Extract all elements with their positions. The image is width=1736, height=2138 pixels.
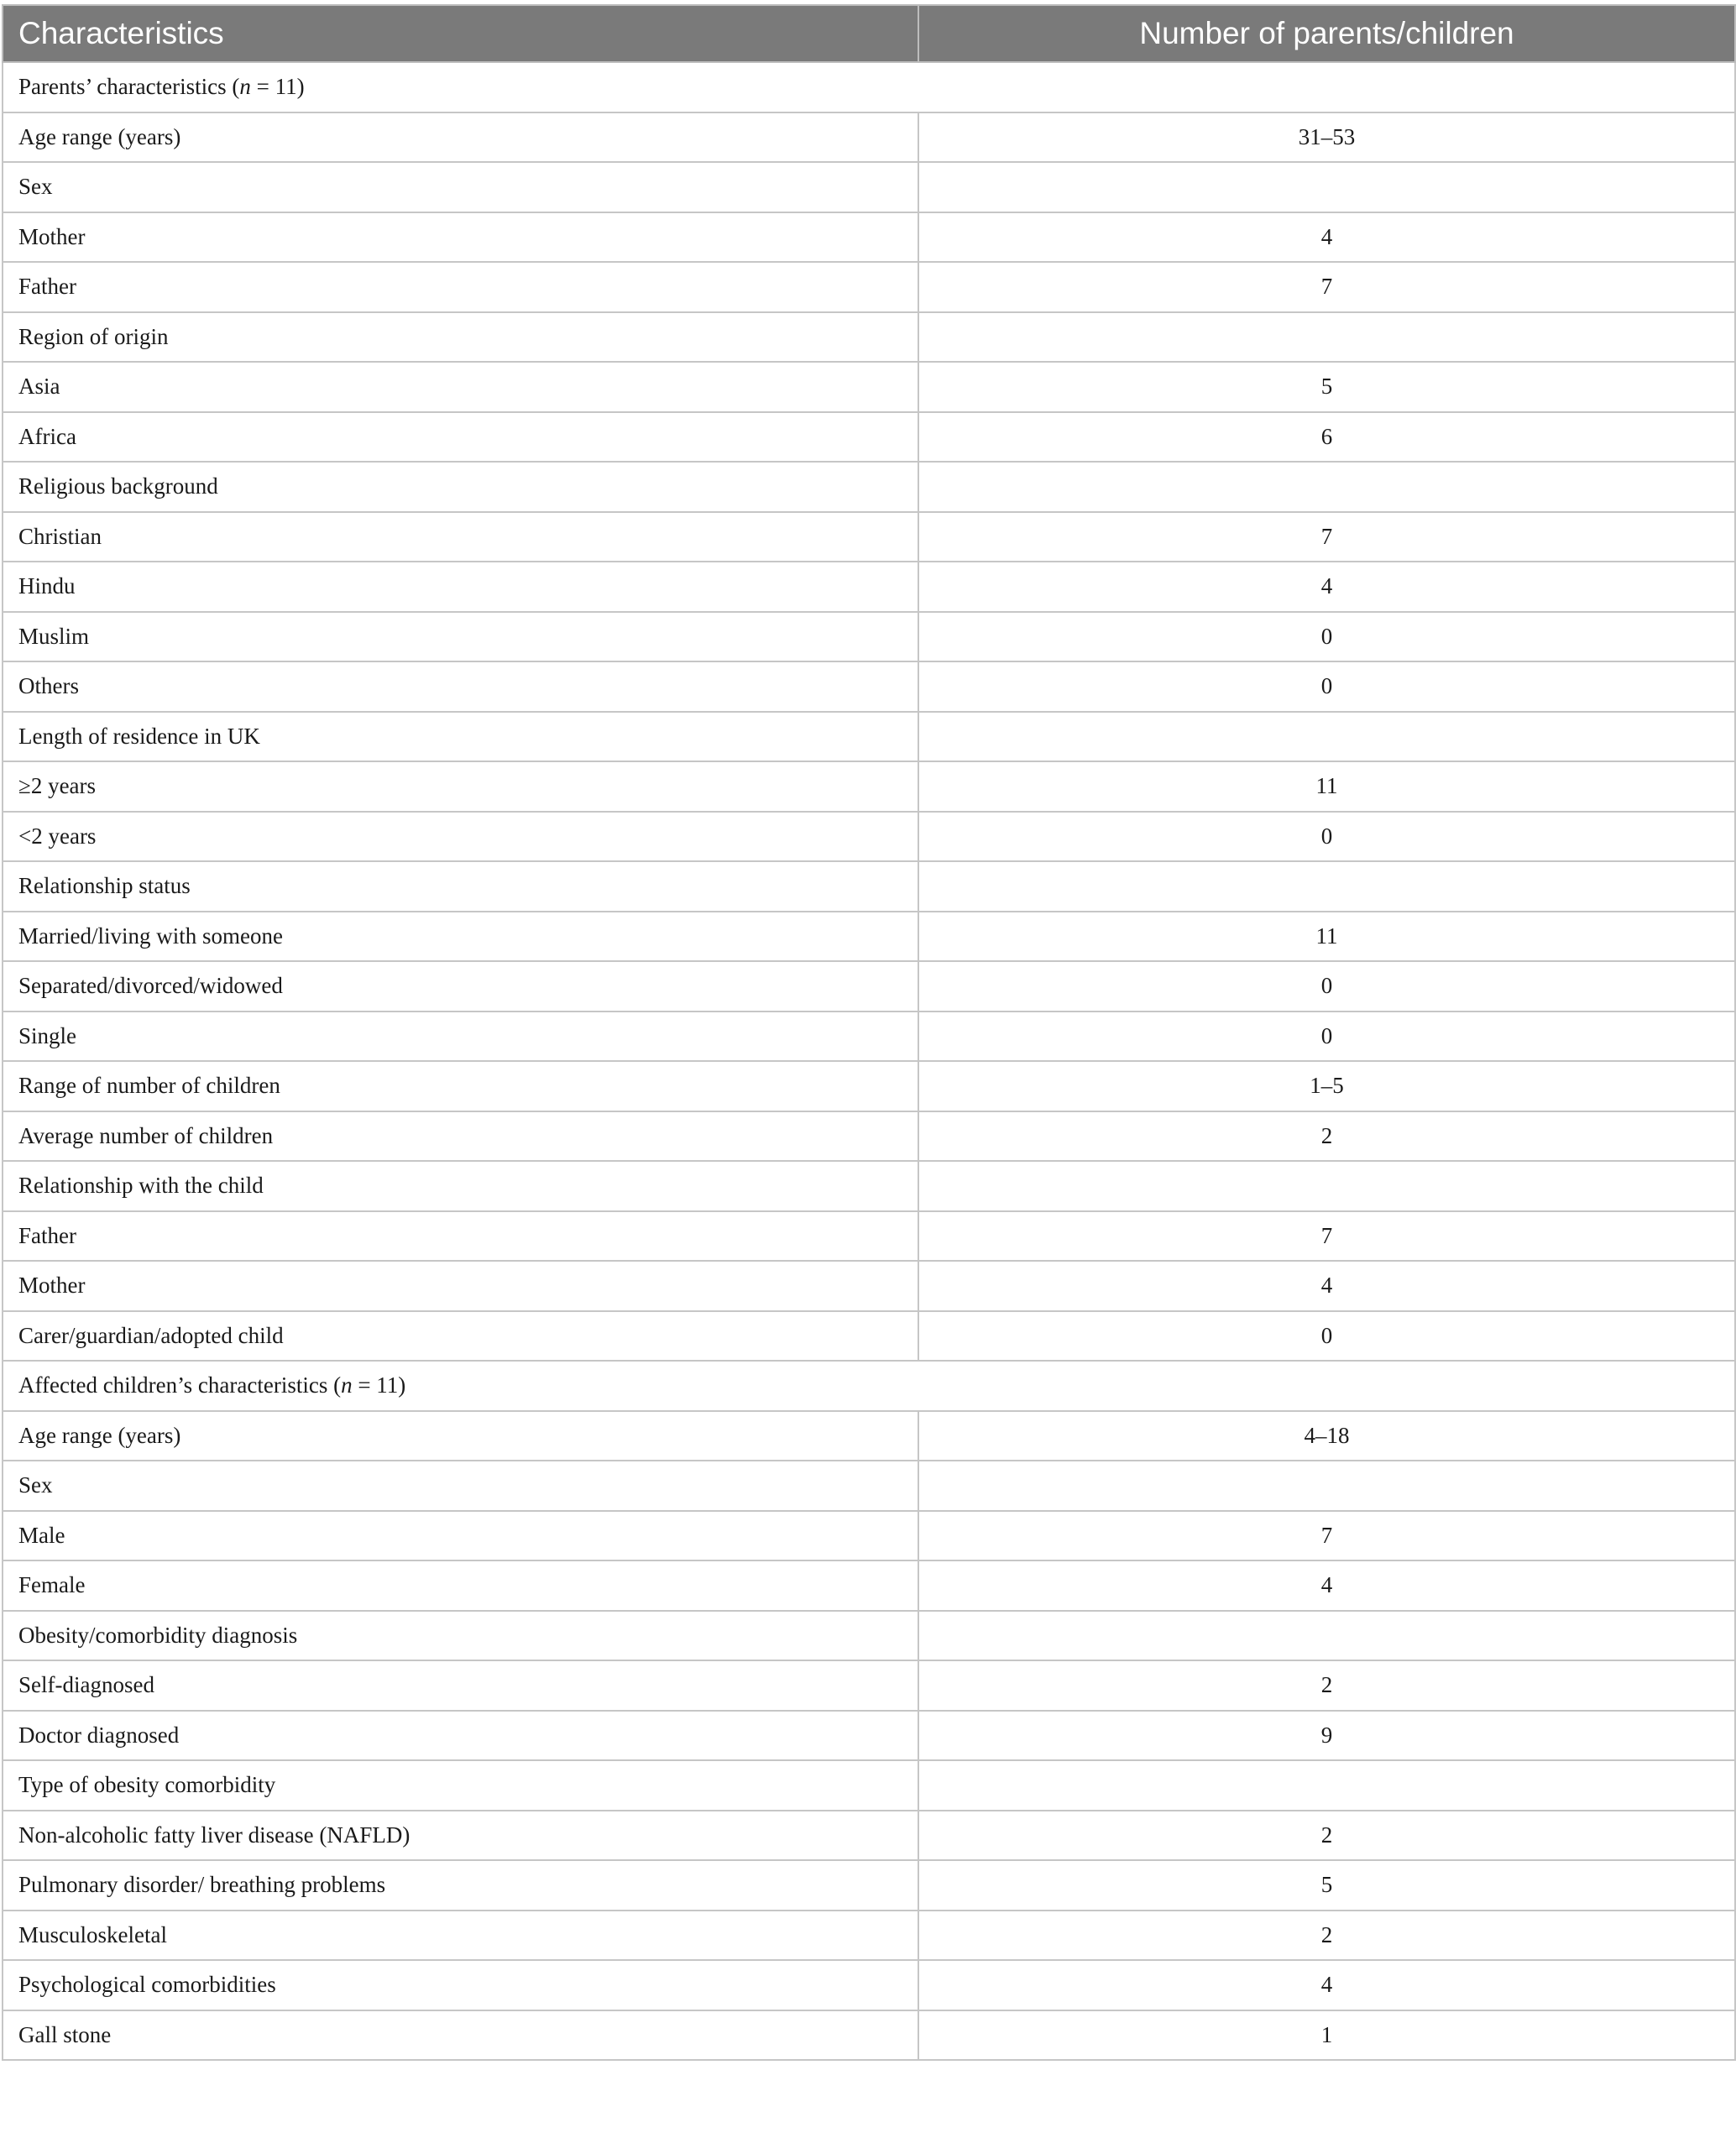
row-value [918, 1461, 1735, 1511]
table-row [3, 1560, 1735, 1611]
row-value: 11 [918, 761, 1735, 812]
row-label: Relationship status [3, 861, 918, 912]
table-row [3, 312, 1735, 363]
row-value [918, 1611, 1735, 1661]
row-label: Separated/divorced/widowed [3, 961, 918, 1011]
row-label: Mother [3, 212, 918, 263]
table-row [3, 961, 1735, 1011]
column-header-number: Number of parents/children [918, 5, 1735, 62]
table-row [3, 1411, 1735, 1461]
row-label: Married/living with someone [3, 912, 918, 962]
table-row [3, 1960, 1735, 2010]
section-row-parents [3, 62, 1735, 112]
table-row [3, 1111, 1735, 1162]
section-title-suffix: = 11) [250, 74, 305, 100]
row-label: ≥2 years [3, 761, 918, 812]
row-label: Self-diagnosed [3, 1660, 918, 1711]
characteristics-table-container [2, 4, 1734, 2061]
row-label: Others [3, 661, 918, 712]
row-value [918, 861, 1735, 912]
row-value: 7 [918, 1511, 1735, 1561]
header-row [3, 5, 1735, 62]
table-row [3, 162, 1735, 212]
row-value: 7 [918, 512, 1735, 562]
row-label: Male [3, 1511, 918, 1561]
table-row [3, 1811, 1735, 1861]
row-value: 1–5 [918, 1061, 1735, 1111]
table-row [3, 1760, 1735, 1811]
row-value: 4 [918, 1261, 1735, 1311]
table-row [3, 512, 1735, 562]
row-value [918, 1161, 1735, 1211]
column-header-characteristics: Characteristics [3, 5, 918, 62]
table-row [3, 1261, 1735, 1311]
row-label: Non-alcoholic fatty liver disease (NAFLD) [3, 1811, 918, 1861]
row-value: 2 [918, 1811, 1735, 1861]
row-label: Religious background [3, 462, 918, 512]
row-value: 11 [918, 912, 1735, 962]
table-body [3, 62, 1735, 1361]
row-value: 7 [918, 262, 1735, 312]
row-label: Obesity/comorbidity diagnosis [3, 1611, 918, 1661]
table-row [3, 1061, 1735, 1111]
table-row [3, 1211, 1735, 1262]
row-value: 0 [918, 812, 1735, 862]
row-label: Relationship with the child [3, 1161, 918, 1211]
table-row [3, 262, 1735, 312]
section-title-suffix: = 11) [352, 1372, 406, 1398]
row-label: Mother [3, 1261, 918, 1311]
row-label: Range of number of children [3, 1061, 918, 1111]
row-value: 4 [918, 562, 1735, 612]
row-value: 4 [918, 1560, 1735, 1611]
table-row [3, 362, 1735, 412]
table-row [3, 1611, 1735, 1661]
table-row [3, 1911, 1735, 1961]
table-row [3, 1311, 1735, 1362]
section-row-children [3, 1361, 1735, 1411]
row-value [918, 1760, 1735, 1811]
table-row [3, 112, 1735, 163]
row-label: Hindu [3, 562, 918, 612]
table-row [3, 861, 1735, 912]
row-label: Length of residence in UK [3, 712, 918, 762]
table-row [3, 661, 1735, 712]
row-label: Gall stone [3, 2010, 918, 2061]
row-value: 4 [918, 212, 1735, 263]
table-row [3, 1161, 1735, 1211]
table-row [3, 612, 1735, 662]
row-label: Pulmonary disorder/ breathing problems [3, 1860, 918, 1911]
row-value: 2 [918, 1911, 1735, 1961]
row-label: <2 years [3, 812, 918, 862]
row-value: 0 [918, 1311, 1735, 1362]
row-value: 2 [918, 1111, 1735, 1162]
row-label: Father [3, 1211, 918, 1262]
row-label: Age range (years) [3, 1411, 918, 1461]
table-body-children [3, 1361, 1735, 2060]
row-label: Muslim [3, 612, 918, 662]
row-value: 9 [918, 1711, 1735, 1761]
table-row [3, 412, 1735, 463]
row-label: Average number of children [3, 1111, 918, 1162]
row-value [918, 312, 1735, 363]
table-row [3, 812, 1735, 862]
table-row [3, 1511, 1735, 1561]
table-row [3, 1711, 1735, 1761]
table-row [3, 1660, 1735, 1711]
table-row [3, 462, 1735, 512]
section-title-prefix: Parents’ characteristics ( [18, 74, 240, 100]
row-value: 1 [918, 2010, 1735, 2061]
table-row [3, 562, 1735, 612]
row-label: Sex [3, 1461, 918, 1511]
section-title-prefix: Affected children’s characteristics ( [18, 1372, 342, 1398]
row-value: 6 [918, 412, 1735, 463]
section-title-children [3, 1361, 1735, 1411]
table-row [3, 912, 1735, 962]
characteristics-table [2, 4, 1736, 2061]
row-label: Christian [3, 512, 918, 562]
row-label: Asia [3, 362, 918, 412]
row-label: Psychological comorbidities [3, 1960, 918, 2010]
row-value: 4–18 [918, 1411, 1735, 1461]
row-value [918, 462, 1735, 512]
row-label: Single [3, 1011, 918, 1062]
table-row [3, 1011, 1735, 1062]
table-header [3, 5, 1735, 62]
row-value: 0 [918, 961, 1735, 1011]
row-label: Sex [3, 162, 918, 212]
section-title-parents [3, 62, 1735, 112]
row-label: Africa [3, 412, 918, 463]
row-value: 4 [918, 1960, 1735, 2010]
row-value [918, 162, 1735, 212]
row-label: Father [3, 262, 918, 312]
table-row [3, 761, 1735, 812]
row-label: Age range (years) [3, 112, 918, 163]
row-value: 0 [918, 661, 1735, 712]
row-value: 5 [918, 1860, 1735, 1911]
row-label: Carer/guardian/adopted child [3, 1311, 918, 1362]
table-row [3, 212, 1735, 263]
row-label: Region of origin [3, 312, 918, 363]
row-value: 5 [918, 362, 1735, 412]
row-label: Female [3, 1560, 918, 1611]
row-value: 31–53 [918, 112, 1735, 163]
row-label: Type of obesity comorbidity [3, 1760, 918, 1811]
table-row [3, 1860, 1735, 1911]
row-value [918, 712, 1735, 762]
n-symbol: n [239, 74, 251, 100]
row-value: 7 [918, 1211, 1735, 1262]
row-value: 0 [918, 612, 1735, 662]
table-row [3, 2010, 1735, 2061]
row-label: Musculoskeletal [3, 1911, 918, 1961]
table-row [3, 712, 1735, 762]
row-value: 2 [918, 1660, 1735, 1711]
row-value: 0 [918, 1011, 1735, 1062]
row-label: Doctor diagnosed [3, 1711, 918, 1761]
n-symbol: n [341, 1372, 353, 1398]
table-row [3, 1461, 1735, 1511]
